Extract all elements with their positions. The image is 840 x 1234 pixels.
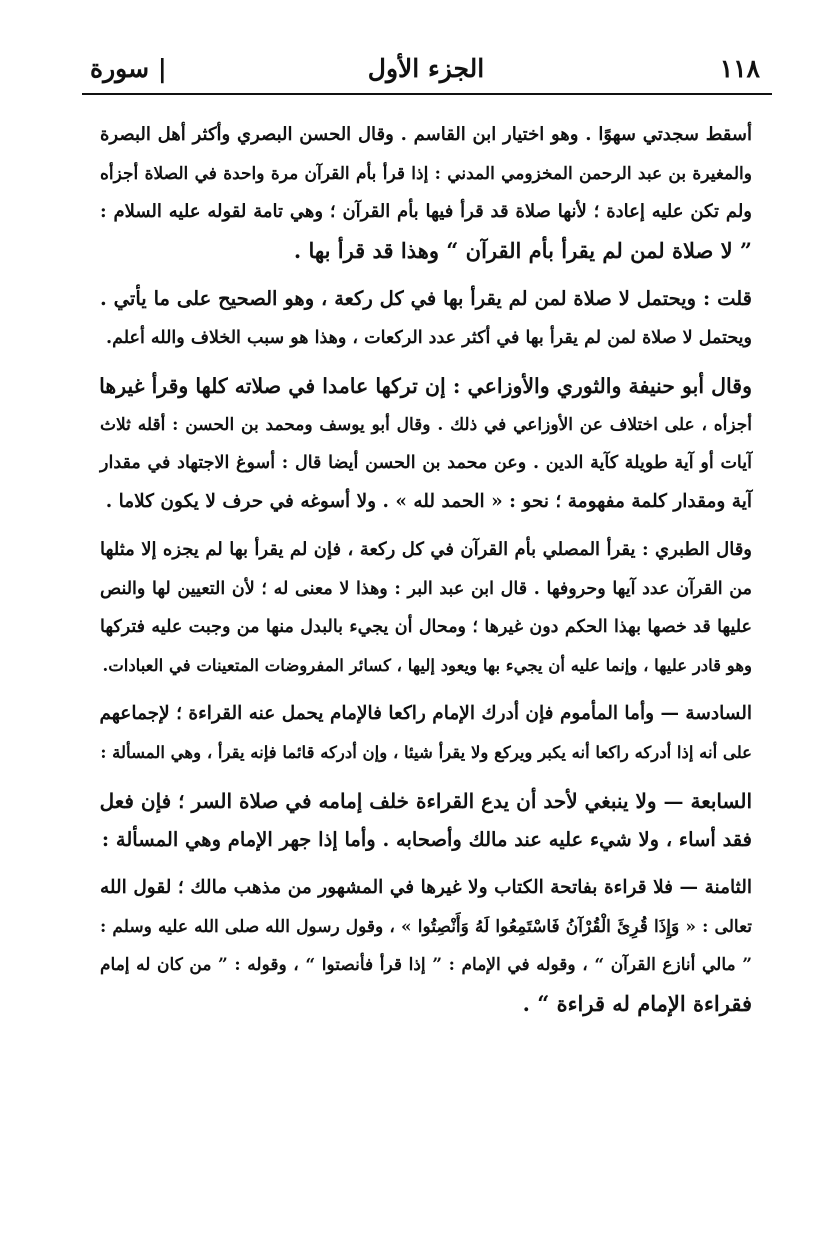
text-line: وقال أبو حنيفة والثوري والأوزاعي : إن تركها عامدا في صلاته كلها وقرأ غيرها [99,374,752,398]
paragraph-gap [100,859,752,869]
text-line: وقال الطبري : يقرأ المصلي بأم القرآن في كل ركعة ، فإن لم يقرأ بها لم يجزه إلا مثلها [100,539,752,560]
text-line: آية ومقدار كلمة مفهومة ؛ نحو : « الحمد لله » . ولا أسوغه في حرف لا يكون كلاما . [105,490,752,512]
text-line: وهو قادر عليها ، وإنما عليه أن يجيء بها ويعود إليها ، كسائر المفروضات المتعينات في العبادات. [102,655,752,675]
surah-label: | سورة [90,54,167,83]
text-line: السادسة — وأما المأموم فإن أدرك الإمام راكعا فالإمام يحمل عنه القراءة ؛ لإجماعهم [99,703,752,724]
paragraph [100,531,752,685]
part-title: الجزء الأول [367,54,485,83]
paragraph-gap [100,772,752,782]
text-line: أجزأه ، على اختلاف عن الأوزاعي في ذلك . وقال أبو يوسف ومحمد بن الحسن : أقله ثلاث [100,414,752,435]
text-line: من القرآن عدد آيها وحروفها . قال ابن عبد البر : وهذا لا معنى له ؛ لأن التعيين لها والنص [100,578,752,599]
paragraph [100,695,752,772]
text-line: السابعة — ولا ينبغي لأحد أن يدع القراءة خلف إمامه في صلاة السر ؛ فإن فعل [99,789,752,813]
text-line: ” لا صلاة لمن لم يقرأ بأم القرآن “ وهذا قد قرأ بها . [293,237,752,263]
text-line: آيات أو آية طويلة كآية الدين . وعن محمد بن الحسن أيضا قال : أسوغ الاجتهاد في مقدار [100,453,752,473]
text-line: الثامنة — فلا قراءة بفاتحة الكتاب ولا غيرها في المشهور من مذهب مالك ؛ لقول الله [100,877,752,898]
page-number: ١١٨ [719,54,760,83]
paragraph-gap [100,521,752,531]
text-line: فقد أساء ، ولا شيء عليه عند مالك وأصحابه . وأما إذا جهر الإمام وهي المسألة : [101,827,752,851]
text-line: قلت : ويحتمل لا صلاة لمن لم يقرأ بها في كل ركعة ، وهو الصحيح على ما يأتي . [100,287,752,310]
text-line: ويحتمل لا صلاة لمن لم يقرأ بها في أكثر عدد الركعات ، وهذا هو سبب الخلاف والله أعلم. [106,327,752,348]
text-body [100,116,752,1023]
text-line: ولم تكن عليه إعادة ؛ لأنها صلاة قد قرأ فيها بأم القرآن ؛ وهي تامة لقوله عليه السلام : [100,201,752,222]
page-header [82,46,770,96]
paragraph-gap [100,357,752,367]
surah-label-text: سورة [90,54,150,83]
text-line: تعالى : « وَإِذَا قُرِئَ الْقُرْآنُ فَاسْتَمِعُوا لَهُ وَأَنْصِتُوا » ، وقول رسول الله صلى الله عليه وسلم : [100,916,752,937]
paragraph [100,116,752,270]
paragraph [100,869,752,1023]
paragraph-gap [100,685,752,695]
paragraph-gap [100,270,752,280]
text-line: أسقط سجدتي سهوًا . وهو اختيار ابن القاسم . وقال الحسن البصري وأكثر أهل البصرة [100,124,752,145]
paragraph [100,782,752,859]
text-line: فقراءة الإمام له قراءة “ . [522,990,752,1016]
text-line: عليها قد خصها بهذا الحكم دون غيرها ؛ ومحال أن يجيء بالبدل منها من وجبت عليه فتركها [100,617,752,637]
paragraph [100,367,752,521]
text-line: والمغيرة بن عبد الرحمن المخزومي المدني : إذا قرأ بأم القرآن مرة واحدة في الصلاة أجزأه [100,163,752,184]
text-line: ” مالي أنازع القرآن “ ، وقوله في الإمام : ” إذا قرأ فأنصتوا “ ، وقوله : ” من كان له إمام [100,955,752,975]
header-divider [82,93,772,95]
text-line: على أنه إذا أدركه راكعا أنه يكبر ويركع ولا يقرأ شيئا ، وإن أدركه قائما فإنه يقرأ ، وهي المسألة : [100,742,752,762]
paragraph [100,280,752,357]
